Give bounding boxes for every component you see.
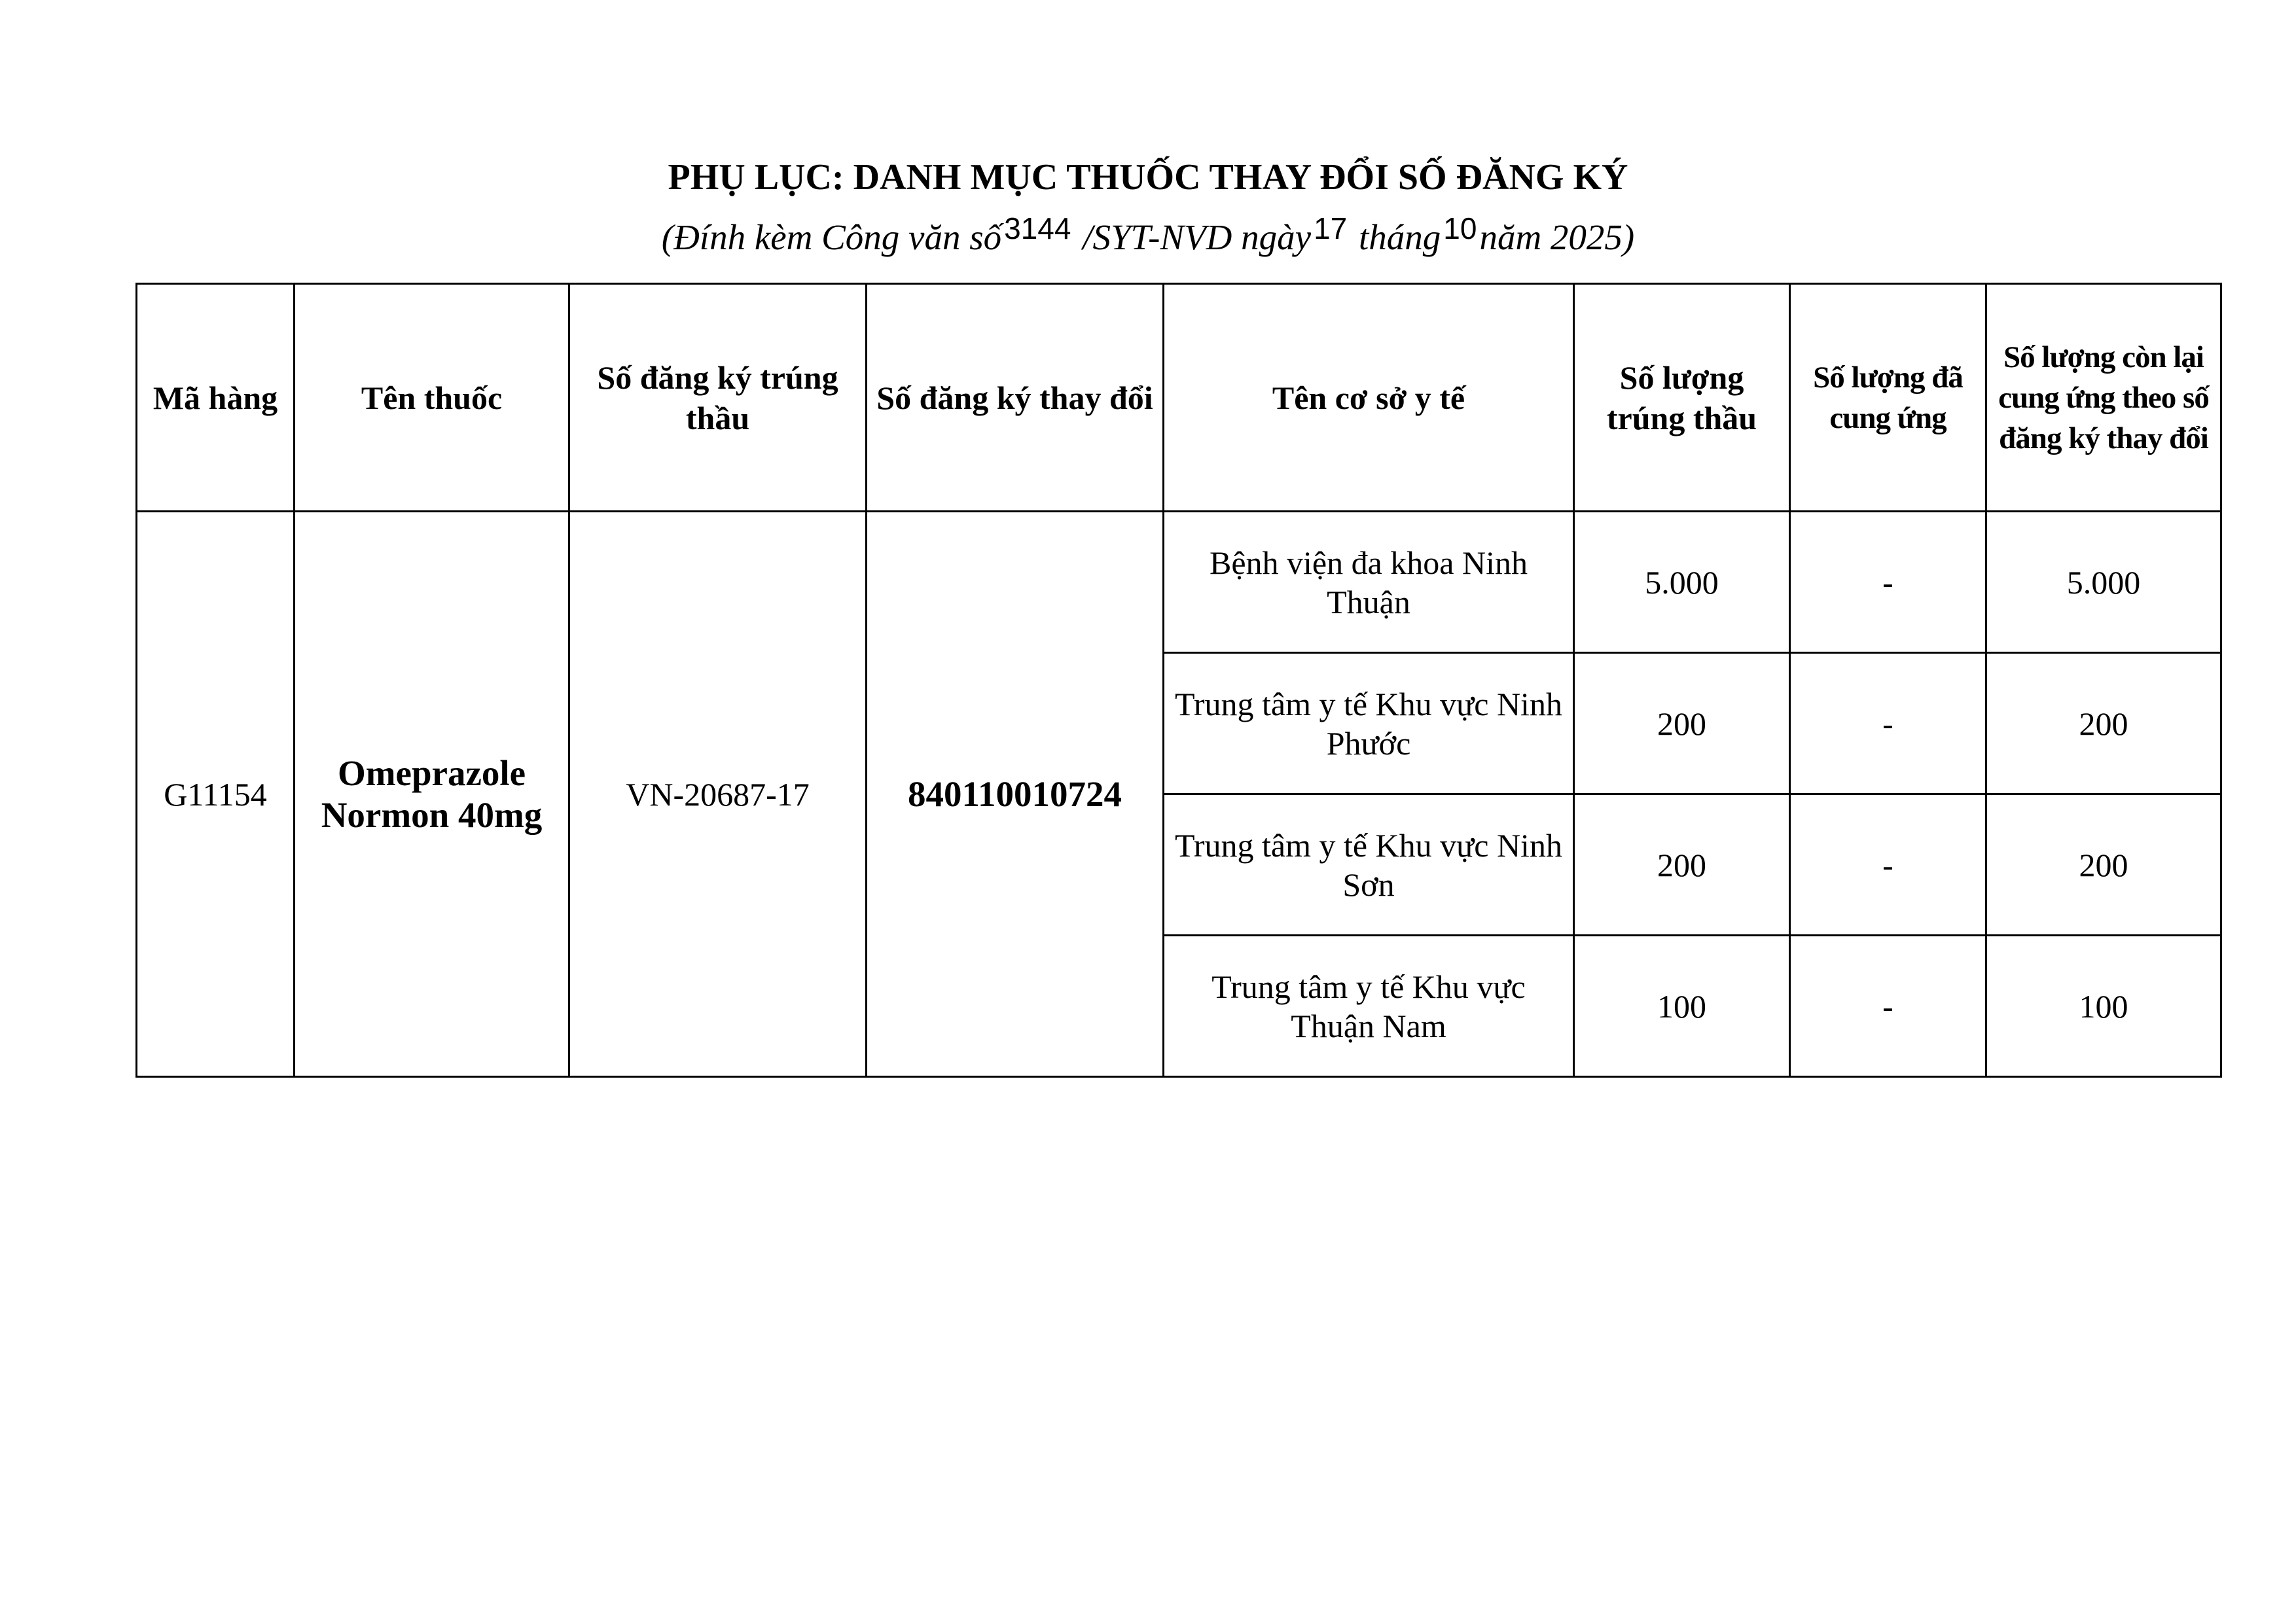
header-code: Mã hàng [137,284,295,512]
supplied-qty: - [1790,512,1986,653]
subtitle-month-label: tháng [1358,217,1441,257]
doc-month: 10 [1443,211,1477,245]
supplied-qty: - [1790,936,1986,1077]
item-changed-reg: 840110010724 [867,512,1164,1077]
supplied-qty: - [1790,653,1986,794]
facility-name: Trung tâm y tế Khu vực Ninh Phước [1164,653,1574,794]
subtitle-ref: /SYT-NVD ngày [1083,217,1312,257]
remaining-qty: 200 [1986,653,2221,794]
doc-number: 3144 [1004,211,1071,245]
item-drug-name: Omeprazole Normon 40mg [295,512,569,1077]
item-winning-reg: VN-20687-17 [569,512,867,1077]
table-row [137,512,2221,653]
header-supplied-qty: Số lượng đã cung ứng [1790,284,1986,512]
doc-day: 17 [1314,211,1348,245]
item-code: G11154 [137,512,295,1077]
subtitle-prefix: (Đính kèm Công văn số [661,217,1002,257]
document-subtitle [0,211,2296,262]
header-facility: Tên cơ sở y tế [1164,284,1574,512]
winning-qty: 200 [1574,653,1790,794]
header-row [137,284,2221,512]
winning-qty: 5.000 [1574,512,1790,653]
supplied-qty: - [1790,794,1986,936]
header-winning-reg: Số đăng ký trúng thầu [569,284,867,512]
remaining-qty: 100 [1986,936,2221,1077]
facility-name: Trung tâm y tế Khu vực Ninh Sơn [1164,794,1574,936]
winning-qty: 100 [1574,936,1790,1077]
document-title: PHỤ LỤC: DANH MỤC THUỐC THAY ĐỔI SỐ ĐĂNG KÝ [668,157,1628,198]
winning-qty: 200 [1574,794,1790,936]
header-remaining-qty: Số lượng còn lại cung ứng theo số đăng ký thay đổi [1986,284,2221,512]
facility-name: Bệnh viện đa khoa Ninh Thuận [1164,512,1574,653]
facility-name: Trung tâm y tế Khu vực Thuận Nam [1164,936,1574,1077]
drug-change-table [135,283,2222,1078]
header-drug-name: Tên thuốc [295,284,569,512]
header-winning-qty: Số lượng trúng thầu [1574,284,1790,512]
remaining-qty: 5.000 [1986,512,2221,653]
header-changed-reg: Số đăng ký thay đổi [867,284,1164,512]
remaining-qty: 200 [1986,794,2221,936]
subtitle-year: năm 2025) [1479,217,1635,257]
